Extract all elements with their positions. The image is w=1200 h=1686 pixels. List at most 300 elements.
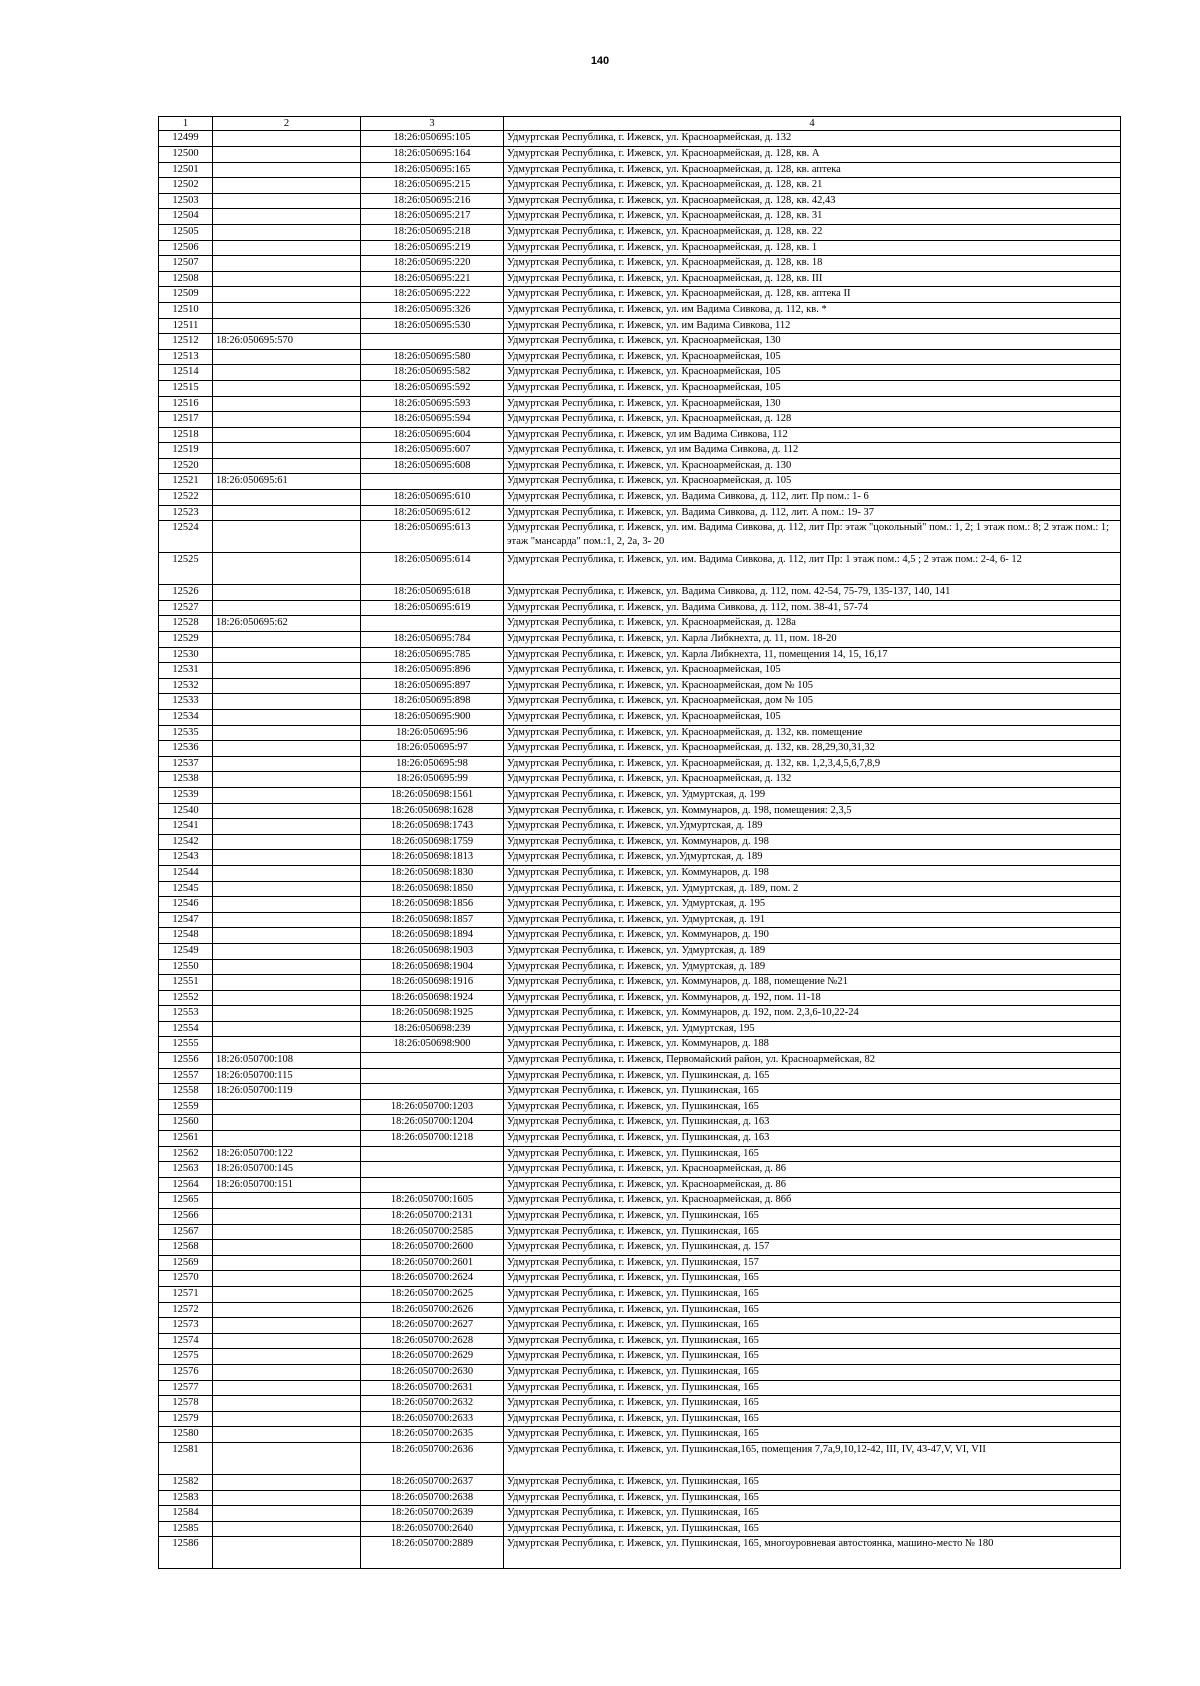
object-cadastral-number (361, 1084, 504, 1100)
parcel-cadastral-number (213, 505, 361, 521)
row-number: 12542 (159, 834, 213, 850)
parcel-cadastral-number (213, 850, 361, 866)
parcel-cadastral-number (213, 443, 361, 459)
address: Удмуртская Республика, г. Ижевск, ул. Коммунаров, д. 192, пом. 2,3,6-10,22-24 (504, 1006, 1121, 1022)
table-row (159, 256, 1121, 272)
parcel-cadastral-number (213, 209, 361, 225)
row-number: 12583 (159, 1490, 213, 1506)
table-row (159, 521, 1121, 553)
address: Удмуртская Республика, г. Ижевск, ул. им. Вадима Сивкова, д. 112, лит Пр: 1 этаж пом.: 4,5 ; 2 этаж пом.: 2-4, 6- 12 (504, 553, 1121, 585)
row-number: 12513 (159, 349, 213, 365)
parcel-cadastral-number (213, 725, 361, 741)
address: Удмуртская Республика, г. Ижевск, ул. Красноармейская, д. 132, кв. помещение (504, 725, 1121, 741)
table-row (159, 1318, 1121, 1334)
address: Удмуртская Республика, г. Ижевск, ул. Пушкинская,165, помещения 7,7а,9,10,12-42, III, IV, 43-47,V, VI, VII (504, 1442, 1121, 1474)
object-cadastral-number: 18:26:050698:1850 (361, 881, 504, 897)
table-row (159, 1364, 1121, 1380)
table-row (159, 663, 1121, 679)
row-number: 12562 (159, 1146, 213, 1162)
table-row (159, 209, 1121, 225)
column-header: 2 (213, 117, 361, 131)
parcel-cadastral-number (213, 1521, 361, 1537)
parcel-cadastral-number (213, 412, 361, 428)
object-cadastral-number: 18:26:050695:530 (361, 318, 504, 334)
table-row (159, 772, 1121, 788)
address: Удмуртская Республика, г. Ижевск, ул. Пушкинская, 165 (504, 1146, 1121, 1162)
object-cadastral-number: 18:26:050700:1203 (361, 1099, 504, 1115)
object-cadastral-number: 18:26:050698:900 (361, 1037, 504, 1053)
parcel-cadastral-number (213, 427, 361, 443)
object-cadastral-number: 18:26:050700:1605 (361, 1193, 504, 1209)
address: Удмуртская Республика, г. Ижевск, ул. Красноармейская, д. 128, кв. 22 (504, 224, 1121, 240)
table-row (159, 193, 1121, 209)
object-cadastral-number: 18:26:050695:785 (361, 647, 504, 663)
row-number: 12538 (159, 772, 213, 788)
object-cadastral-number: 18:26:050695:592 (361, 380, 504, 396)
object-cadastral-number: 18:26:050695:896 (361, 663, 504, 679)
parcel-cadastral-number: 18:26:050700:122 (213, 1146, 361, 1162)
object-cadastral-number (361, 334, 504, 350)
address: Удмуртская Республика, г. Ижевск, ул. Пушкинская, 165 (504, 1224, 1121, 1240)
table-row (159, 803, 1121, 819)
address: Удмуртская Республика, г. Ижевск, ул им Вадима Сивкова, д. 112 (504, 443, 1121, 459)
row-number: 12586 (159, 1537, 213, 1569)
parcel-cadastral-number (213, 553, 361, 585)
table-row (159, 1380, 1121, 1396)
object-cadastral-number: 18:26:050700:2889 (361, 1537, 504, 1569)
row-number: 12518 (159, 427, 213, 443)
object-cadastral-number (361, 1177, 504, 1193)
table-row (159, 959, 1121, 975)
address: Удмуртская Республика, г. Ижевск, ул. Красноармейская, д. 128а (504, 616, 1121, 632)
object-cadastral-number: 18:26:050698:1628 (361, 803, 504, 819)
table-row (159, 1255, 1121, 1271)
object-cadastral-number: 18:26:050695:164 (361, 147, 504, 163)
row-number: 12503 (159, 193, 213, 209)
table-row (159, 1146, 1121, 1162)
parcel-cadastral-number (213, 1411, 361, 1427)
address: Удмуртская Республика, г. Ижевск, ул. Пушкинская, 165 (504, 1099, 1121, 1115)
address: Удмуртская Республика, г. Ижевск, ул.Удмуртская, д. 189 (504, 819, 1121, 835)
object-cadastral-number: 18:26:050695:604 (361, 427, 504, 443)
row-number: 12514 (159, 365, 213, 381)
table-row (159, 178, 1121, 194)
row-number: 12537 (159, 756, 213, 772)
table-row (159, 334, 1121, 350)
parcel-cadastral-number (213, 287, 361, 303)
address: Удмуртская Республика, г. Ижевск, ул. Пушкинская, 165 (504, 1271, 1121, 1287)
table-row (159, 318, 1121, 334)
object-cadastral-number: 18:26:050695:97 (361, 741, 504, 757)
object-cadastral-number: 18:26:050700:2585 (361, 1224, 504, 1240)
parcel-cadastral-number (213, 1396, 361, 1412)
object-cadastral-number: 18:26:050695:594 (361, 412, 504, 428)
parcel-cadastral-number (213, 943, 361, 959)
parcel-cadastral-number (213, 490, 361, 506)
table-row (159, 1240, 1121, 1256)
table-row (159, 1333, 1121, 1349)
address: Удмуртская Республика, г. Ижевск, ул. Пушкинская, 165 (504, 1286, 1121, 1302)
address: Удмуртская Республика, г. Ижевск, ул. Пушкинская, 165 (504, 1084, 1121, 1100)
object-cadastral-number: 18:26:050700:2633 (361, 1411, 504, 1427)
row-number: 12536 (159, 741, 213, 757)
table-row (159, 943, 1121, 959)
address: Удмуртская Республика, г. Ижевск, ул. Красноармейская, д. 128, кв. аптека II (504, 287, 1121, 303)
address: Удмуртская Республика, г. Ижевск, ул. Красноармейская, 105 (504, 380, 1121, 396)
address: Удмуртская Республика, г. Ижевск, ул. Пушкинская, 165 (504, 1318, 1121, 1334)
address: Удмуртская Республика, г. Ижевск, ул. Красноармейская, 130 (504, 334, 1121, 350)
object-cadastral-number: 18:26:050695:99 (361, 772, 504, 788)
object-cadastral-number: 18:26:050698:1830 (361, 865, 504, 881)
address: Удмуртская Республика, г. Ижевск, ул. Пушкинская, 165 (504, 1490, 1121, 1506)
parcel-cadastral-number (213, 147, 361, 163)
object-cadastral-number: 18:26:050695:219 (361, 240, 504, 256)
object-cadastral-number: 18:26:050700:2632 (361, 1396, 504, 1412)
row-number: 12552 (159, 990, 213, 1006)
parcel-cadastral-number (213, 349, 361, 365)
object-cadastral-number: 18:26:050700:2635 (361, 1427, 504, 1443)
address: Удмуртская Республика, г. Ижевск, ул. Красноармейская, 130 (504, 396, 1121, 412)
object-cadastral-number: 18:26:050700:2639 (361, 1506, 504, 1522)
parcel-cadastral-number (213, 1302, 361, 1318)
object-cadastral-number: 18:26:050695:612 (361, 505, 504, 521)
row-number: 12582 (159, 1474, 213, 1490)
address: Удмуртская Республика, г. Ижевск, ул. Пушкинская, 165 (504, 1333, 1121, 1349)
row-number: 12548 (159, 928, 213, 944)
object-cadastral-number: 18:26:050695:217 (361, 209, 504, 225)
row-number: 12544 (159, 865, 213, 881)
row-number: 12535 (159, 725, 213, 741)
address: Удмуртская Республика, г. Ижевск, ул. Красноармейская, д. 86 (504, 1162, 1121, 1178)
table-row (159, 1131, 1121, 1147)
table-row (159, 1302, 1121, 1318)
object-cadastral-number (361, 616, 504, 632)
table-row (159, 1162, 1121, 1178)
parcel-cadastral-number (213, 1224, 361, 1240)
address: Удмуртская Республика, г. Ижевск, ул. Пушкинская, 165 (504, 1364, 1121, 1380)
address: Удмуртская Республика, г. Ижевск, ул. Пушкинская, д. 157 (504, 1240, 1121, 1256)
row-number: 12564 (159, 1177, 213, 1193)
row-number: 12516 (159, 396, 213, 412)
table-row (159, 427, 1121, 443)
row-number: 12572 (159, 1302, 213, 1318)
table-row (159, 553, 1121, 585)
table-row (159, 1068, 1121, 1084)
object-cadastral-number: 18:26:050700:2131 (361, 1209, 504, 1225)
parcel-cadastral-number (213, 1427, 361, 1443)
address: Удмуртская Республика, г. Ижевск, ул. Коммунаров, д. 188 (504, 1037, 1121, 1053)
address: Удмуртская Республика, г. Ижевск, ул. Удмуртская, д. 191 (504, 912, 1121, 928)
object-cadastral-number (361, 1053, 504, 1069)
address: Удмуртская Республика, г. Ижевск, ул. Красноармейская, д. 86б (504, 1193, 1121, 1209)
parcel-cadastral-number (213, 912, 361, 928)
parcel-cadastral-number (213, 1193, 361, 1209)
address: Удмуртская Республика, г. Ижевск, ул. Удмуртская, д. 189, пом. 2 (504, 881, 1121, 897)
address: Удмуртская Республика, г. Ижевск, ул. Коммунаров, д. 188, помещение №21 (504, 975, 1121, 991)
table-row (159, 678, 1121, 694)
row-number: 12555 (159, 1037, 213, 1053)
object-cadastral-number: 18:26:050695:613 (361, 521, 504, 553)
object-cadastral-number (361, 1146, 504, 1162)
table-row (159, 396, 1121, 412)
address: Удмуртская Республика, г. Ижевск, ул. Пушкинская, 165 (504, 1521, 1121, 1537)
row-number: 12539 (159, 787, 213, 803)
address: Удмуртская Республика, г. Ижевск, ул. Пушкинская, 165 (504, 1302, 1121, 1318)
address: Удмуртская Республика, г. Ижевск, ул. Красноармейская, д. 132, кв. 1,2,3,4,5,6,7,8,9 (504, 756, 1121, 772)
address: Удмуртская Республика, г. Ижевск, ул. Красноармейская, д. 132 (504, 772, 1121, 788)
object-cadastral-number: 18:26:050695:608 (361, 458, 504, 474)
address: Удмуртская Республика, г. Ижевск, ул. Карла Либкнехта, д. 11, пом. 18-20 (504, 632, 1121, 648)
parcel-cadastral-number (213, 193, 361, 209)
column-header: 4 (504, 117, 1121, 131)
address: Удмуртская Республика, г. Ижевск, ул. Коммунаров, д. 198 (504, 834, 1121, 850)
table-row (159, 380, 1121, 396)
object-cadastral-number: 18:26:050700:2637 (361, 1474, 504, 1490)
parcel-cadastral-number: 18:26:050700:151 (213, 1177, 361, 1193)
row-number: 12584 (159, 1506, 213, 1522)
row-number: 12563 (159, 1162, 213, 1178)
table-row (159, 975, 1121, 991)
table-header-row (159, 117, 1121, 131)
address: Удмуртская Республика, г. Ижевск, ул. им Вадима Сивкова, 112 (504, 318, 1121, 334)
object-cadastral-number: 18:26:050698:1743 (361, 819, 504, 835)
parcel-cadastral-number (213, 710, 361, 726)
parcel-cadastral-number (213, 756, 361, 772)
parcel-cadastral-number (213, 1506, 361, 1522)
row-number: 12506 (159, 240, 213, 256)
row-number: 12574 (159, 1333, 213, 1349)
parcel-cadastral-number (213, 365, 361, 381)
address: Удмуртская Республика, г. Ижевск, ул. Пушкинская, 165 (504, 1506, 1121, 1522)
parcel-cadastral-number (213, 1442, 361, 1474)
row-number: 12519 (159, 443, 213, 459)
object-cadastral-number: 18:26:050695:326 (361, 302, 504, 318)
address: Удмуртская Республика, г. Ижевск, ул. Красноармейская, д. 128 (504, 412, 1121, 428)
object-cadastral-number: 18:26:050698:1916 (361, 975, 504, 991)
object-cadastral-number: 18:26:050700:2600 (361, 1240, 504, 1256)
row-number: 12568 (159, 1240, 213, 1256)
parcel-cadastral-number (213, 772, 361, 788)
row-number: 12585 (159, 1521, 213, 1537)
address: Удмуртская Республика, г. Ижевск, ул. Коммунаров, д. 190 (504, 928, 1121, 944)
address: Удмуртская Республика, г. Ижевск, Первомайский район, ул. Красноармейская, 82 (504, 1053, 1121, 1069)
parcel-cadastral-number (213, 240, 361, 256)
object-cadastral-number: 18:26:050695:215 (361, 178, 504, 194)
object-cadastral-number: 18:26:050698:1924 (361, 990, 504, 1006)
address: Удмуртская Республика, г. Ижевск, ул. Пушкинская, 165, многоуровневая автостоянка, машино-место № 180 (504, 1537, 1121, 1569)
address: Удмуртская Республика, г. Ижевск, ул. Пушкинская, д. 163 (504, 1131, 1121, 1147)
address: Удмуртская Республика, г. Ижевск, ул. Красноармейская, д. 132, кв. 28,29,30,31,32 (504, 741, 1121, 757)
row-number: 12547 (159, 912, 213, 928)
table-row (159, 928, 1121, 944)
row-number: 12551 (159, 975, 213, 991)
parcel-cadastral-number: 18:26:050695:570 (213, 334, 361, 350)
table-row (159, 1193, 1121, 1209)
table-row (159, 1177, 1121, 1193)
row-number: 12557 (159, 1068, 213, 1084)
row-number: 12509 (159, 287, 213, 303)
address: Удмуртская Республика, г. Ижевск, ул. Удмуртская, д. 189 (504, 943, 1121, 959)
object-cadastral-number: 18:26:050698:1894 (361, 928, 504, 944)
address: Удмуртская Республика, г. Ижевск, ул. Красноармейская, 105 (504, 365, 1121, 381)
object-cadastral-number: 18:26:050695:619 (361, 600, 504, 616)
object-cadastral-number: 18:26:050700:1204 (361, 1115, 504, 1131)
address: Удмуртская Республика, г. Ижевск, ул. Пушкинская, д. 165 (504, 1068, 1121, 1084)
object-cadastral-number: 18:26:050698:1904 (361, 959, 504, 975)
parcel-cadastral-number (213, 318, 361, 334)
row-number: 12541 (159, 819, 213, 835)
row-number: 12524 (159, 521, 213, 553)
table-row (159, 787, 1121, 803)
table-row (159, 1115, 1121, 1131)
object-cadastral-number: 18:26:050695:221 (361, 271, 504, 287)
table-row (159, 1209, 1121, 1225)
table-row (159, 505, 1121, 521)
object-cadastral-number: 18:26:050695:216 (361, 193, 504, 209)
parcel-cadastral-number (213, 1490, 361, 1506)
parcel-cadastral-number (213, 1318, 361, 1334)
object-cadastral-number: 18:26:050700:2640 (361, 1521, 504, 1537)
parcel-cadastral-number (213, 162, 361, 178)
row-number: 12546 (159, 897, 213, 913)
row-number: 12528 (159, 616, 213, 632)
address: Удмуртская Республика, г. Ижевск, ул. Красноармейская, д. 128, кв. III (504, 271, 1121, 287)
parcel-cadastral-number (213, 990, 361, 1006)
object-cadastral-number: 18:26:050698:1561 (361, 787, 504, 803)
row-number: 12508 (159, 271, 213, 287)
row-number: 12499 (159, 131, 213, 147)
table-row (159, 632, 1121, 648)
row-number: 12500 (159, 147, 213, 163)
parcel-cadastral-number (213, 585, 361, 601)
parcel-cadastral-number: 18:26:050695:62 (213, 616, 361, 632)
table-row (159, 271, 1121, 287)
object-cadastral-number: 18:26:050700:1218 (361, 1131, 504, 1147)
address: Удмуртская Республика, г. Ижевск, ул. Красноармейская, д. 128, кв. 18 (504, 256, 1121, 272)
table-row (159, 819, 1121, 835)
object-cadastral-number: 18:26:050695:580 (361, 349, 504, 365)
parcel-cadastral-number (213, 1037, 361, 1053)
address: Удмуртская Республика, г. Ижевск, ул. Пушкинская, 165 (504, 1474, 1121, 1490)
parcel-cadastral-number (213, 600, 361, 616)
object-cadastral-number: 18:26:050695:610 (361, 490, 504, 506)
table-row (159, 756, 1121, 772)
row-number: 12507 (159, 256, 213, 272)
object-cadastral-number: 18:26:050695:105 (361, 131, 504, 147)
object-cadastral-number: 18:26:050700:2624 (361, 1271, 504, 1287)
row-number: 12550 (159, 959, 213, 975)
row-number: 12520 (159, 458, 213, 474)
object-cadastral-number: 18:26:050700:2638 (361, 1490, 504, 1506)
table-row (159, 850, 1121, 866)
table-row (159, 694, 1121, 710)
row-number: 12560 (159, 1115, 213, 1131)
row-number: 12567 (159, 1224, 213, 1240)
address: Удмуртская Республика, г. Ижевск, ул. Вадима Сивкова, д. 112, пом. 38-41, 57-74 (504, 600, 1121, 616)
parcel-cadastral-number (213, 131, 361, 147)
address: Удмуртская Республика, г. Ижевск, ул. Удмуртская, 195 (504, 1021, 1121, 1037)
table-row (159, 1521, 1121, 1537)
table-row (159, 1037, 1121, 1053)
table-row (159, 1021, 1121, 1037)
object-cadastral-number: 18:26:050698:1856 (361, 897, 504, 913)
row-number: 12525 (159, 553, 213, 585)
object-cadastral-number: 18:26:050698:1857 (361, 912, 504, 928)
address: Удмуртская Республика, г. Ижевск, ул.Удмуртская, д. 189 (504, 850, 1121, 866)
address: Удмуртская Республика, г. Ижевск, ул. Красноармейская, д. 128, кв. А (504, 147, 1121, 163)
address: Удмуртская Республика, г. Ижевск, ул. Коммунаров, д. 198, помещения: 2,3,5 (504, 803, 1121, 819)
row-number: 12533 (159, 694, 213, 710)
address: Удмуртская Республика, г. Ижевск, ул. Красноармейская, 105 (504, 663, 1121, 679)
row-number: 12502 (159, 178, 213, 194)
row-number: 12545 (159, 881, 213, 897)
row-number: 12549 (159, 943, 213, 959)
row-number: 12501 (159, 162, 213, 178)
table-row (159, 224, 1121, 240)
row-number: 12522 (159, 490, 213, 506)
parcel-cadastral-number (213, 380, 361, 396)
row-number: 12559 (159, 1099, 213, 1115)
parcel-cadastral-number (213, 1255, 361, 1271)
registry-table (158, 116, 1121, 1569)
table-row (159, 897, 1121, 913)
object-cadastral-number: 18:26:050700:2636 (361, 1442, 504, 1474)
address: Удмуртская Республика, г. Ижевск, ул. Красноармейская, д. 128, кв. 42,43 (504, 193, 1121, 209)
row-number: 12554 (159, 1021, 213, 1037)
parcel-cadastral-number (213, 928, 361, 944)
table-row (159, 1411, 1121, 1427)
parcel-cadastral-number (213, 458, 361, 474)
table-row (159, 725, 1121, 741)
address: Удмуртская Республика, г. Ижевск, ул. Красноармейская, 105 (504, 349, 1121, 365)
parcel-cadastral-number (213, 819, 361, 835)
parcel-cadastral-number: 18:26:050700:115 (213, 1068, 361, 1084)
parcel-cadastral-number (213, 787, 361, 803)
object-cadastral-number: 18:26:050695:98 (361, 756, 504, 772)
object-cadastral-number: 18:26:050695:220 (361, 256, 504, 272)
address: Удмуртская Республика, г. Ижевск, ул. Пушкинская, 165 (504, 1411, 1121, 1427)
parcel-cadastral-number (213, 1380, 361, 1396)
address: Удмуртская Республика, г. Ижевск, ул. Вадима Сивкова, д. 112, лит. Пр пом.: 1- 6 (504, 490, 1121, 506)
object-cadastral-number: 18:26:050695:614 (361, 553, 504, 585)
parcel-cadastral-number (213, 1021, 361, 1037)
column-header: 3 (361, 117, 504, 131)
table-row (159, 490, 1121, 506)
table-row (159, 912, 1121, 928)
parcel-cadastral-number: 18:26:050700:108 (213, 1053, 361, 1069)
address: Удмуртская Республика, г. Ижевск, ул. Пушкинская, 165 (504, 1349, 1121, 1365)
address: Удмуртская Республика, г. Ижевск, ул. Удмуртская, д. 199 (504, 787, 1121, 803)
row-number: 12553 (159, 1006, 213, 1022)
address: Удмуртская Республика, г. Ижевск, ул. им Вадима Сивкова, д. 112, кв. * (504, 302, 1121, 318)
table-row (159, 147, 1121, 163)
table-row (159, 1506, 1121, 1522)
parcel-cadastral-number (213, 663, 361, 679)
table-row (159, 1349, 1121, 1365)
row-number: 12521 (159, 474, 213, 490)
object-cadastral-number (361, 1162, 504, 1178)
table-row (159, 1053, 1121, 1069)
row-number: 12558 (159, 1084, 213, 1100)
parcel-cadastral-number (213, 897, 361, 913)
row-number: 12526 (159, 585, 213, 601)
object-cadastral-number: 18:26:050695:582 (361, 365, 504, 381)
object-cadastral-number: 18:26:050695:607 (361, 443, 504, 459)
object-cadastral-number: 18:26:050695:618 (361, 585, 504, 601)
table-row (159, 365, 1121, 381)
address: Удмуртская Республика, г. Ижевск, ул. Удмуртская, д. 189 (504, 959, 1121, 975)
row-number: 12580 (159, 1427, 213, 1443)
